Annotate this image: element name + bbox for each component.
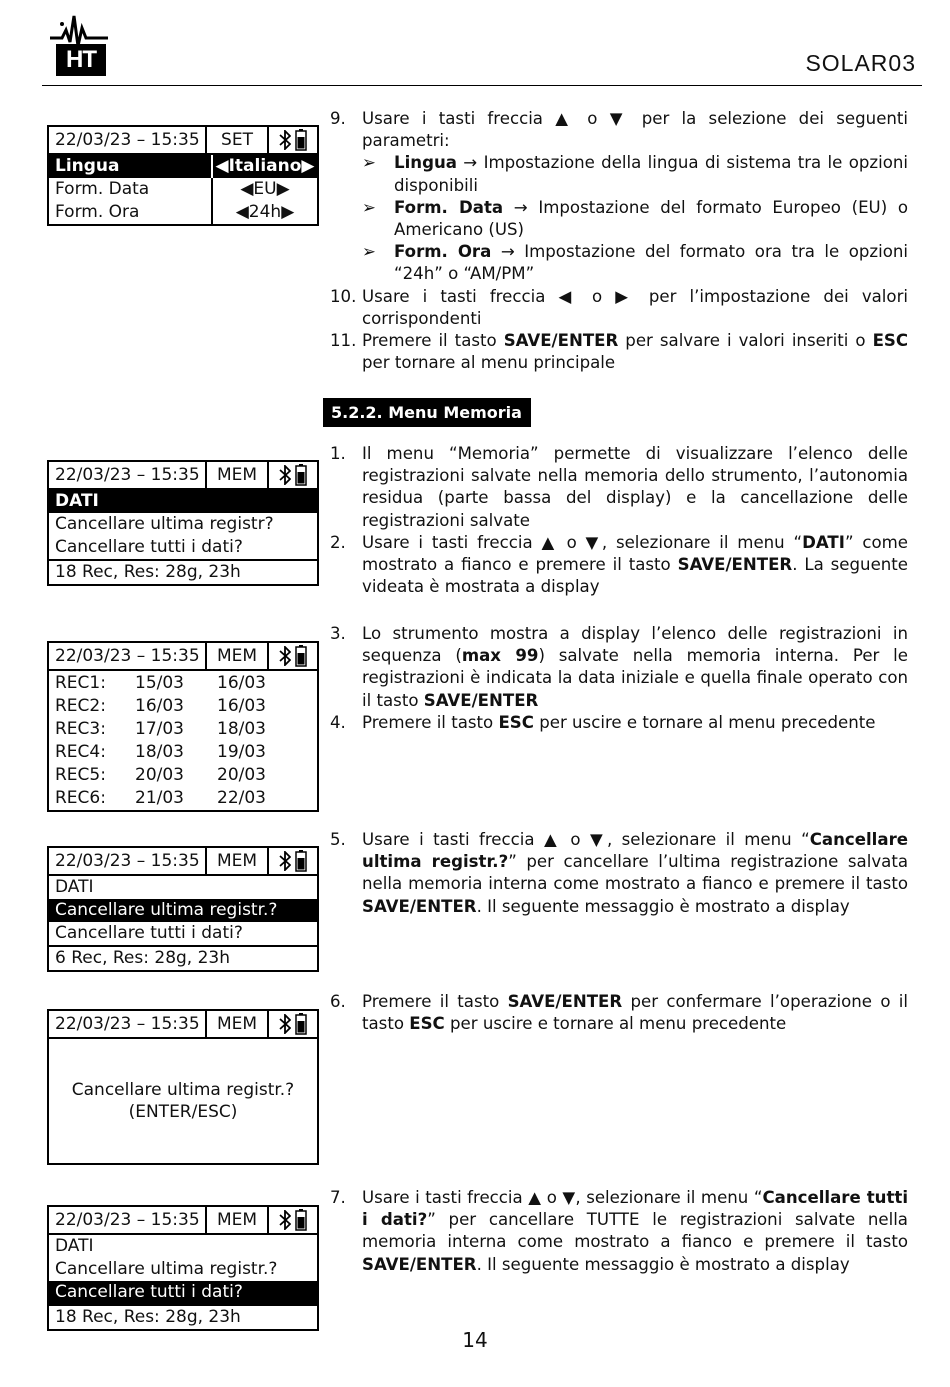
bullet-language: ➢ Lingua → Impostazione della lingua di sistema tra le opzioni disponibili bbox=[362, 152, 908, 196]
record-row: REC3: 17/03 18/03 bbox=[55, 719, 266, 739]
lcd-memory-menu-screen bbox=[47, 460, 319, 586]
lcd-row-delete-last: Cancellare ultima registr.? bbox=[55, 1259, 278, 1279]
lcd-datetime: 22/03/23 – 15:35 bbox=[49, 848, 207, 874]
lcd-datetime: 22/03/23 – 15:35 bbox=[49, 462, 207, 488]
arrow-down-icon: ▼ bbox=[585, 532, 602, 552]
lcd-mode: SET bbox=[207, 127, 269, 153]
lcd-row-data: DATI bbox=[55, 1236, 94, 1256]
arrow-up-icon: ▲ bbox=[541, 532, 558, 552]
lcd-settings-screen bbox=[47, 125, 319, 226]
arrow-down-icon: ▼ bbox=[609, 109, 630, 128]
lcd-footer: 18 Rec, Res: 28g, 23h bbox=[49, 1304, 317, 1329]
step-m5: 5. Usare i tasti freccia ▲ o ▼, selezionare il menu “Cancellare ultima registr.?” per cancellare l’ultima registrazione salvata nella memoria interna come mostrato a fianco e premere il tasto SAVE/ENTER. Il seguente messaggio è mostrato a display bbox=[330, 830, 909, 916]
lcd-row-delete-last: Cancellare ultima registr? bbox=[55, 514, 274, 534]
step-m4: 4. Premere il tasto ESC per uscire e tornare al menu precedente bbox=[330, 712, 876, 732]
confirm-message: Cancellare ultima registr.? bbox=[71, 1080, 295, 1100]
lcd-confirm-screen bbox=[47, 1009, 319, 1165]
record-row: REC5: 20/03 20/03 bbox=[55, 765, 266, 785]
lcd-records-list-screen bbox=[47, 641, 319, 812]
lcd-row-delete-last: Cancellare ultima registr.? bbox=[49, 899, 317, 922]
bullet-arrow-icon: ➢ bbox=[362, 153, 376, 173]
lcd-mode: MEM bbox=[207, 643, 269, 669]
step-m7: 7. Usare i tasti freccia ▲ o ▼, selezionare il menu “Cancellare tutti i dati?” per cancellare TUTTE le registrazioni salvate nella memoria interna come mostrato a fianco e premere il tasto SAVE/ENTER. Il seguente messaggio è mostrato a display bbox=[330, 1188, 909, 1274]
arrow-down-icon: ▼ bbox=[590, 830, 607, 849]
step-m1: 1. Il menu “Memoria” permette di visualizzare l’elenco delle registrazioni salvate nella memoria dello strumento, l’autonomia residua (parte bassa del display) e la cancellazione delle registrazioni salvate bbox=[330, 444, 908, 530]
step-m2: 2. Usare i tasti freccia ▲ o ▼, selezionare il menu “DATI” come mostrato a fianco e premere il tasto SAVE/ENTER. La seguente videata è mostrata a display bbox=[330, 532, 909, 597]
bluetooth-icon bbox=[279, 646, 291, 666]
memory-steps-1-2 bbox=[330, 443, 908, 598]
step-m6: 6. Premere il tasto SAVE/ENTER per confermare l’operazione o il tasto ESC per uscire e tornare al menu precedente bbox=[330, 992, 909, 1034]
bluetooth-icon bbox=[279, 851, 291, 871]
step-m3: 3. Lo strumento mostra a display l’elenco delle registrazioni in sequenza (max 99) salvate nella memoria interna. Per le registrazioni è indicata la data iniziale e quella finale operato con il tasto SAVE/ENTER bbox=[330, 624, 908, 710]
arrow-up-icon: ▲ bbox=[528, 1188, 542, 1207]
bullet-time-format: ➢ Form. Ora → Impostazione del formato ora tra le opzioni “24h” o “AM/PM” bbox=[362, 241, 908, 285]
arrow-up-icon: ▲ bbox=[544, 830, 561, 849]
bluetooth-icon bbox=[279, 130, 291, 150]
lcd-row-time-format: Form. Ora ◀24h▶ bbox=[49, 201, 317, 224]
bluetooth-icon bbox=[279, 1210, 291, 1230]
lcd-mode: MEM bbox=[207, 462, 269, 488]
memory-steps-3-4 bbox=[330, 623, 908, 734]
arrow-down-icon: ▼ bbox=[562, 1188, 576, 1207]
arrow-right-icon: ▶ bbox=[615, 286, 636, 306]
lcd-datetime: 22/03/23 – 15:35 bbox=[49, 1207, 207, 1233]
battery-icon bbox=[295, 1013, 307, 1035]
lcd-delete-last-screen bbox=[47, 846, 319, 972]
battery-icon bbox=[295, 850, 307, 872]
lcd-mode: MEM bbox=[207, 1207, 269, 1233]
bluetooth-icon bbox=[279, 1014, 291, 1034]
product-name: SOLAR03 bbox=[805, 50, 916, 76]
battery-icon bbox=[295, 129, 307, 151]
settings-steps bbox=[330, 108, 908, 374]
brand-logo: HT bbox=[56, 44, 106, 76]
lcd-delete-all-screen bbox=[47, 1205, 319, 1331]
lcd-row-delete-all: Cancellare tutti i dati? bbox=[49, 1281, 317, 1304]
step-11: 11. Premere il tasto SAVE/ENTER per salvare i valori inseriti o ESC per tornare al menu principale bbox=[330, 331, 909, 373]
bluetooth-icon bbox=[279, 465, 291, 485]
record-row: REC6: 21/03 22/03 bbox=[55, 788, 266, 808]
bullet-arrow-icon: ➢ bbox=[362, 197, 376, 217]
lcd-mode: MEM bbox=[207, 1011, 269, 1037]
lcd-footer: 18 Rec, Res: 28g, 23h bbox=[49, 559, 317, 584]
lcd-datetime: 22/03/23 – 15:35 bbox=[49, 643, 207, 669]
arrow-up-icon: ▲ bbox=[555, 109, 575, 128]
step-9: 9. Usare i tasti freccia ▲ o ▼ per la selezione dei seguenti parametri: bbox=[330, 109, 909, 151]
memory-step-6 bbox=[330, 991, 908, 1035]
lcd-row-language: Lingua ◀Italiano▶ bbox=[49, 155, 317, 178]
lcd-mode: MEM bbox=[207, 848, 269, 874]
header-divider bbox=[42, 85, 922, 86]
battery-icon bbox=[295, 464, 307, 486]
lcd-footer: 6 Rec, Res: 28g, 23h bbox=[49, 945, 317, 970]
lcd-row-data: DATI bbox=[55, 877, 94, 897]
arrow-left-icon: ◀ bbox=[558, 286, 579, 306]
record-row: REC4: 18/03 19/03 bbox=[55, 742, 266, 762]
memory-step-5 bbox=[330, 829, 908, 918]
record-row: REC1: 15/03 16/03 bbox=[55, 673, 266, 693]
page-number: 14 bbox=[462, 1328, 488, 1352]
lcd-datetime: 22/03/23 – 15:35 bbox=[49, 1011, 207, 1037]
lcd-row-date-format: Form. Data ◀EU▶ bbox=[49, 178, 317, 201]
bullet-date-format: ➢ Form. Data → Impostazione del formato Europeo (EU) o Americano (US) bbox=[362, 197, 908, 241]
lcd-row-data: DATI bbox=[49, 490, 317, 513]
record-row: REC2: 16/03 16/03 bbox=[55, 696, 266, 716]
lcd-datetime: 22/03/23 – 15:35 bbox=[49, 127, 207, 153]
battery-icon bbox=[295, 645, 307, 667]
step-10: 10. Usare i tasti freccia ◀ o ▶ per l’impostazione dei valori corrispondenti bbox=[330, 286, 909, 328]
confirm-keys: (ENTER/ESC) bbox=[128, 1102, 238, 1122]
battery-icon bbox=[295, 1209, 307, 1231]
bullet-arrow-icon: ➢ bbox=[362, 242, 376, 262]
lcd-row-delete-all: Cancellare tutti i dati? bbox=[55, 923, 243, 943]
memory-step-7 bbox=[330, 1187, 908, 1276]
section-heading: 5.2.2. Menu Memoria bbox=[323, 398, 531, 427]
lcd-row-delete-all: Cancellare tutti i dati? bbox=[55, 537, 243, 557]
